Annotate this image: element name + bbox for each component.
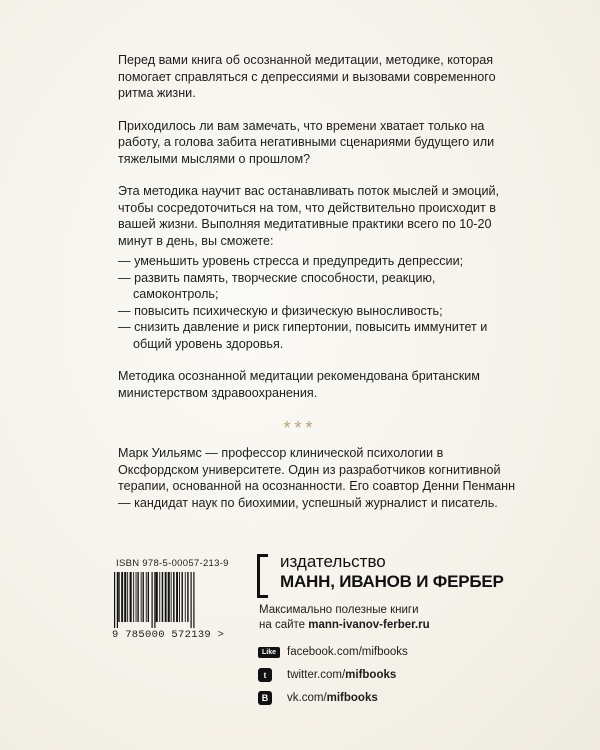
list-item: — развить память, творческие способности, реакцию, самоконтроль;	[118, 270, 436, 301]
description-paragraph-2: Приходилось ли вам замечать, что времени хватает только на работу, а голова забита негативными сценариями будущего или тяжелыми мыслями о прошлом?	[118, 118, 495, 166]
vk-icon: B	[258, 691, 272, 705]
social-row-vk[interactable]	[258, 689, 408, 707]
description-closing: Методика осознанной медитации рекомендована британским министерством здравоохранения.	[118, 369, 480, 400]
isbn-label: ISBN 978-5-00057-213-9	[116, 558, 229, 569]
website-link[interactable]: mann-ivanov-ferber.ru	[308, 619, 430, 631]
twitter-link[interactable]: twitter.com/mifbooks	[287, 669, 397, 681]
section-separator: ***	[283, 418, 317, 438]
description-block	[118, 52, 518, 417]
facebook-link[interactable]: facebook.com/mifbooks	[287, 646, 408, 658]
description-paragraph-1: Перед вами книга об осознанной медитации, методике, которая помогает справляться с депрессиями и вызовами современного ритма жизни.	[118, 53, 496, 100]
author-bio: Марк Уильямс — профессор клинической психологии в Оксфордском университете. Один из разработчиков когнитивной терапии, основанной на осознанности. Его соавтор Денни Пенманн — кандидат наук по биохимии, успешный журналист и писатель.	[118, 446, 516, 510]
barcode-icon	[112, 572, 240, 628]
list-item: — уменьшить уровень стресса и предупредить депрессии;	[118, 254, 464, 268]
vk-link[interactable]: vk.com/mifbooks	[287, 692, 378, 704]
tagline-line-1: Максимально полезные книги	[259, 604, 419, 616]
list-item: — повысить психическую и физическую выносливость;	[118, 303, 443, 318]
social-row-twitter[interactable]	[258, 666, 408, 684]
barcode-block	[112, 558, 244, 648]
description-paragraph-3: Эта методика научит вас останавливать поток мыслей и эмоций, чтобы сосредоточиться на том, что действительно происходит в вашей жизни. Выполняя медитативные практики всего по 10-20 минут в день, вы сможете:	[118, 184, 500, 248]
benefits-list	[118, 253, 518, 352]
twitter-icon: t	[258, 668, 272, 682]
tagline-prefix: на сайте	[259, 619, 309, 631]
publisher-prefix: издательство	[280, 552, 386, 571]
social-row-facebook[interactable]	[258, 643, 408, 661]
barcode-digits: 9 785000 572139 >	[112, 629, 225, 641]
publisher-tagline	[259, 603, 430, 633]
social-links	[258, 643, 408, 712]
publisher-name: МАНН, ИВАНОВ И ФЕРБЕР	[280, 572, 504, 591]
list-item: — снизить давление и риск гипертонии, повысить иммунитет и общий уровень здоровья.	[118, 320, 488, 351]
facebook-like-icon: Like	[258, 647, 280, 658]
bracket-icon	[257, 554, 268, 598]
